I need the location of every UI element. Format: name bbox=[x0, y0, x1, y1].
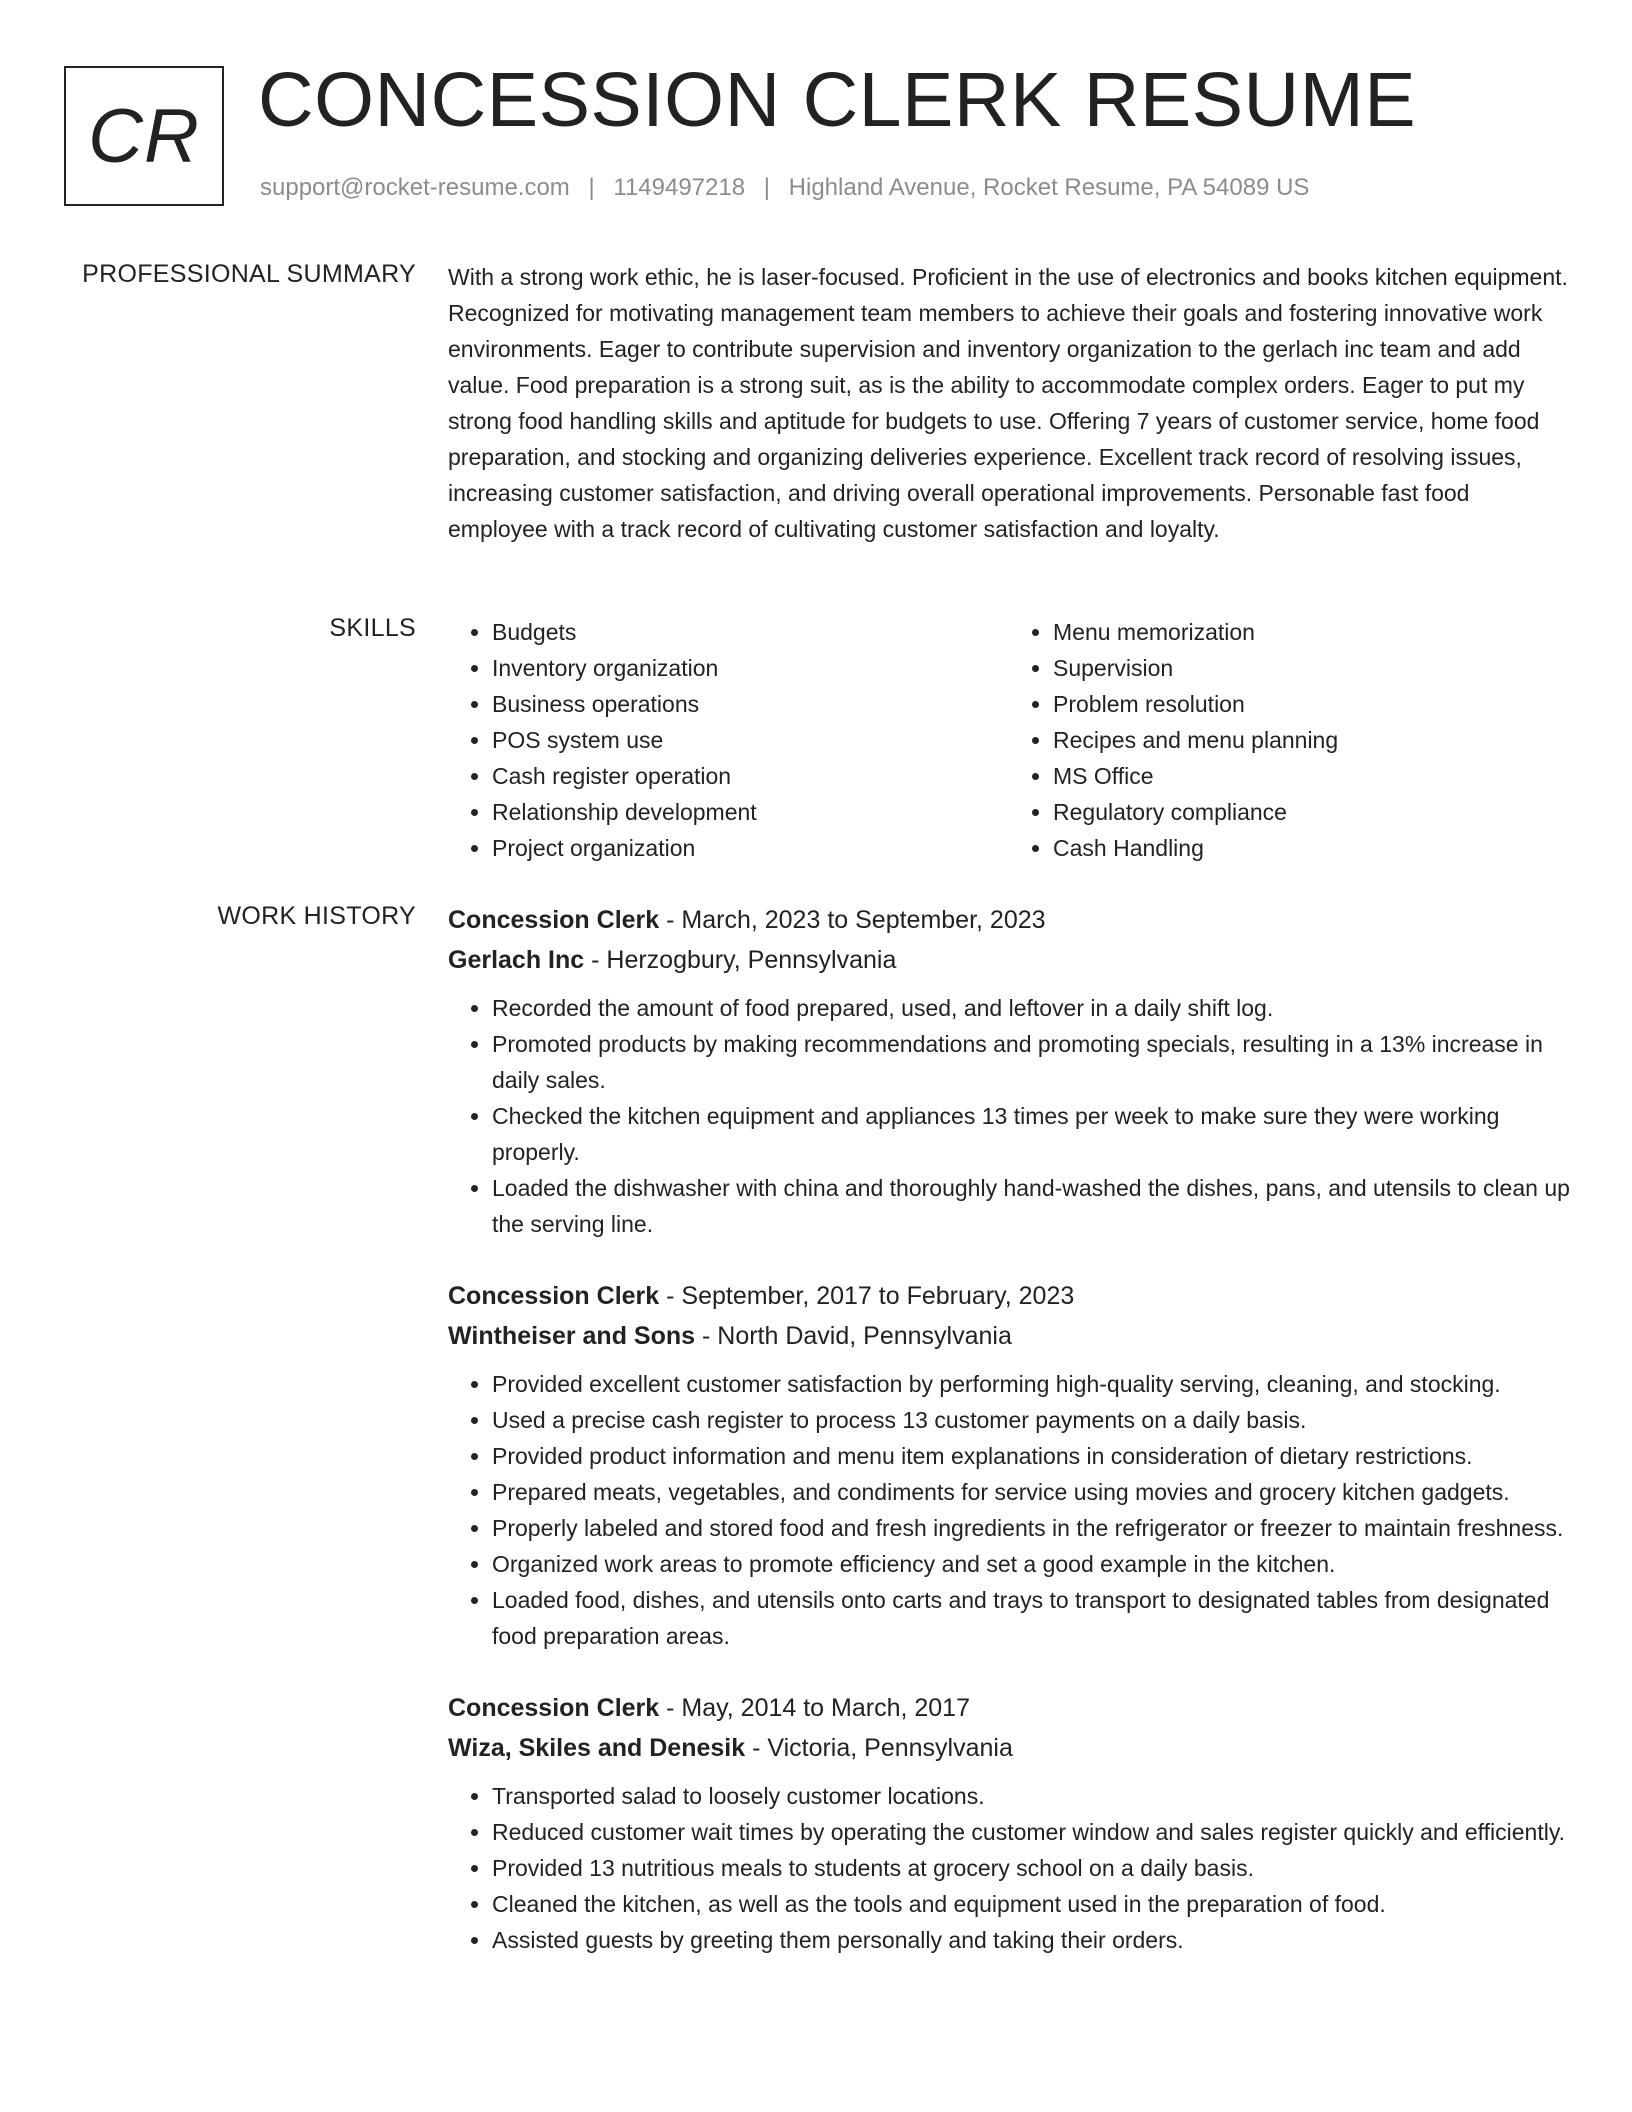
summary-text: With a strong work ethic, he is laser-focused. Proficient in the use of electronics and books kitchen equipment. Recognized for motivating management team members to achieve their goals and fostering innovative work environments. Eager to contribute supervision and inventory organization to the gerlach inc team and add value. Food preparation is a strong suit, as is the ability to accommodate complex orders. Eager to put my strong food handling skills and aptitude for budgets to use. Offering 7 years of customer service, home food preparation, and stocking and organizing deliveries experience. Excellent track record of resolving issues, increasing customer satisfaction, and driving overall operational improvements. Personable fast food employee with a track record of cultivating customer satisfaction and loyalty. bbox=[448, 264, 1568, 542]
job-dates: - March, 2023 to September, 2023 bbox=[659, 906, 1046, 934]
job-company: Wintheiser and Sons bbox=[448, 1322, 696, 1350]
summary-body bbox=[448, 259, 1570, 547]
skill-item: • Inventory organization bbox=[492, 650, 1009, 686]
job-company-line bbox=[448, 1728, 1570, 1768]
job-bullet: • Prepared meats, vegetables, and condiments for service using movies and grocery kitchen gadgets. bbox=[492, 1474, 1570, 1510]
work-history-heading: WORK HISTORY bbox=[217, 902, 416, 930]
job-bullet: • Recorded the amount of food prepared, used, and leftover in a daily shift log. bbox=[492, 990, 1570, 1026]
job-bullet: • Reduced customer wait times by operating the customer window and sales register quickly and efficiently. bbox=[492, 1814, 1570, 1850]
skill-item: • POS system use bbox=[492, 722, 1009, 758]
job-bullet: • Loaded the dishwasher with china and thoroughly hand-washed the dishes, pans, and utensils to clean up the serving line. bbox=[492, 1170, 1570, 1242]
job-bullet: • Properly labeled and stored food and fresh ingredients in the refrigerator or freezer to maintain freshness. bbox=[492, 1510, 1570, 1546]
work-history-body bbox=[448, 900, 1570, 1992]
job-bullet: • Organized work areas to promote efficiency and set a good example in the kitchen. bbox=[492, 1546, 1570, 1582]
job-bullet: • Promoted products by making recommendations and promoting specials, resulting in a 13% increase in daily sales. bbox=[492, 1026, 1570, 1098]
page-title: CONCESSION CLERK RESUME bbox=[258, 57, 1417, 143]
job-bullet: • Cleaned the kitchen, as well as the tools and equipment used in the preparation of food. bbox=[492, 1886, 1570, 1922]
job-title-line bbox=[448, 900, 1570, 940]
job-role: Concession Clerk bbox=[448, 1282, 660, 1310]
job-entry bbox=[448, 900, 1570, 1242]
job-location: - North David, Pennsylvania bbox=[695, 1322, 1012, 1350]
job-bullet: • Provided 13 nutritious meals to students at grocery school on a daily basis. bbox=[492, 1850, 1570, 1886]
job-bullet: • Assisted guests by greeting them personally and taking their orders. bbox=[492, 1922, 1570, 1958]
job-company: Wiza, Skiles and Denesik bbox=[448, 1734, 746, 1762]
job-bullet: • Transported salad to loosely customer locations. bbox=[492, 1778, 1570, 1814]
job-entry bbox=[448, 1688, 1570, 1958]
contact-email[interactable]: support@rocket-resume.com bbox=[260, 174, 570, 201]
skill-item: • Recipes and menu planning bbox=[1053, 722, 1570, 758]
skill-item: • Menu memorization bbox=[1053, 614, 1570, 650]
job-bullet: • Used a precise cash register to process 13 customer payments on a daily basis. bbox=[492, 1402, 1570, 1438]
job-company-line bbox=[448, 940, 1570, 980]
job-role: Concession Clerk bbox=[448, 906, 660, 934]
job-bullet: • Provided excellent customer satisfaction by performing high-quality serving, cleaning, and stocking. bbox=[492, 1366, 1570, 1402]
skill-item: • Cash Handling bbox=[1053, 830, 1570, 866]
skills-body bbox=[448, 614, 1570, 866]
skills-list-left bbox=[448, 614, 1009, 866]
skills-list-right bbox=[1009, 614, 1570, 866]
job-dates: - May, 2014 to March, 2017 bbox=[659, 1694, 970, 1722]
skills-grid bbox=[448, 614, 1570, 866]
skill-item: • Business operations bbox=[492, 686, 1009, 722]
skill-item: • Regulatory compliance bbox=[1053, 794, 1570, 830]
skill-item: • Problem resolution bbox=[1053, 686, 1570, 722]
job-company-line bbox=[448, 1316, 1570, 1356]
job-bullets bbox=[448, 990, 1570, 1242]
job-title-line bbox=[448, 1688, 1570, 1728]
job-bullet: • Checked the kitchen equipment and appliances 13 times per week to make sure they were working properly. bbox=[492, 1098, 1570, 1170]
job-bullet: • Loaded food, dishes, and utensils onto carts and trays to transport to designated tables from designated food preparation areas. bbox=[492, 1582, 1570, 1654]
monogram-logo: CR bbox=[64, 66, 224, 206]
job-title-line bbox=[448, 1276, 1570, 1316]
job-location: - Victoria, Pennsylvania bbox=[745, 1734, 1013, 1762]
contact-separator: | bbox=[588, 174, 595, 201]
job-entry bbox=[448, 1276, 1570, 1654]
job-location: - Herzogbury, Pennsylvania bbox=[584, 946, 897, 974]
job-bullets bbox=[448, 1366, 1570, 1654]
job-role: Concession Clerk bbox=[448, 1694, 660, 1722]
job-bullets bbox=[448, 1778, 1570, 1958]
contact-phone[interactable]: 1149497218 bbox=[613, 174, 746, 201]
skill-item: • Relationship development bbox=[492, 794, 1009, 830]
contact-separator: | bbox=[763, 174, 770, 201]
skills-heading: SKILLS bbox=[329, 614, 416, 642]
job-company: Gerlach Inc bbox=[448, 946, 585, 974]
job-bullet: • Provided product information and menu item explanations in consideration of dietary restrictions. bbox=[492, 1438, 1570, 1474]
contact-address: Highland Avenue, Rocket Resume, PA 54089 US bbox=[788, 174, 1310, 201]
skill-item: • Project organization bbox=[492, 830, 1009, 866]
skill-item: • MS Office bbox=[1053, 758, 1570, 794]
skill-item: • Budgets bbox=[492, 614, 1009, 650]
skill-item: • Supervision bbox=[1053, 650, 1570, 686]
job-dates: - September, 2017 to February, 2023 bbox=[659, 1282, 1075, 1310]
contact-line bbox=[260, 174, 1309, 202]
skill-item: • Cash register operation bbox=[492, 758, 1009, 794]
summary-heading: PROFESSIONAL SUMMARY bbox=[82, 260, 416, 288]
